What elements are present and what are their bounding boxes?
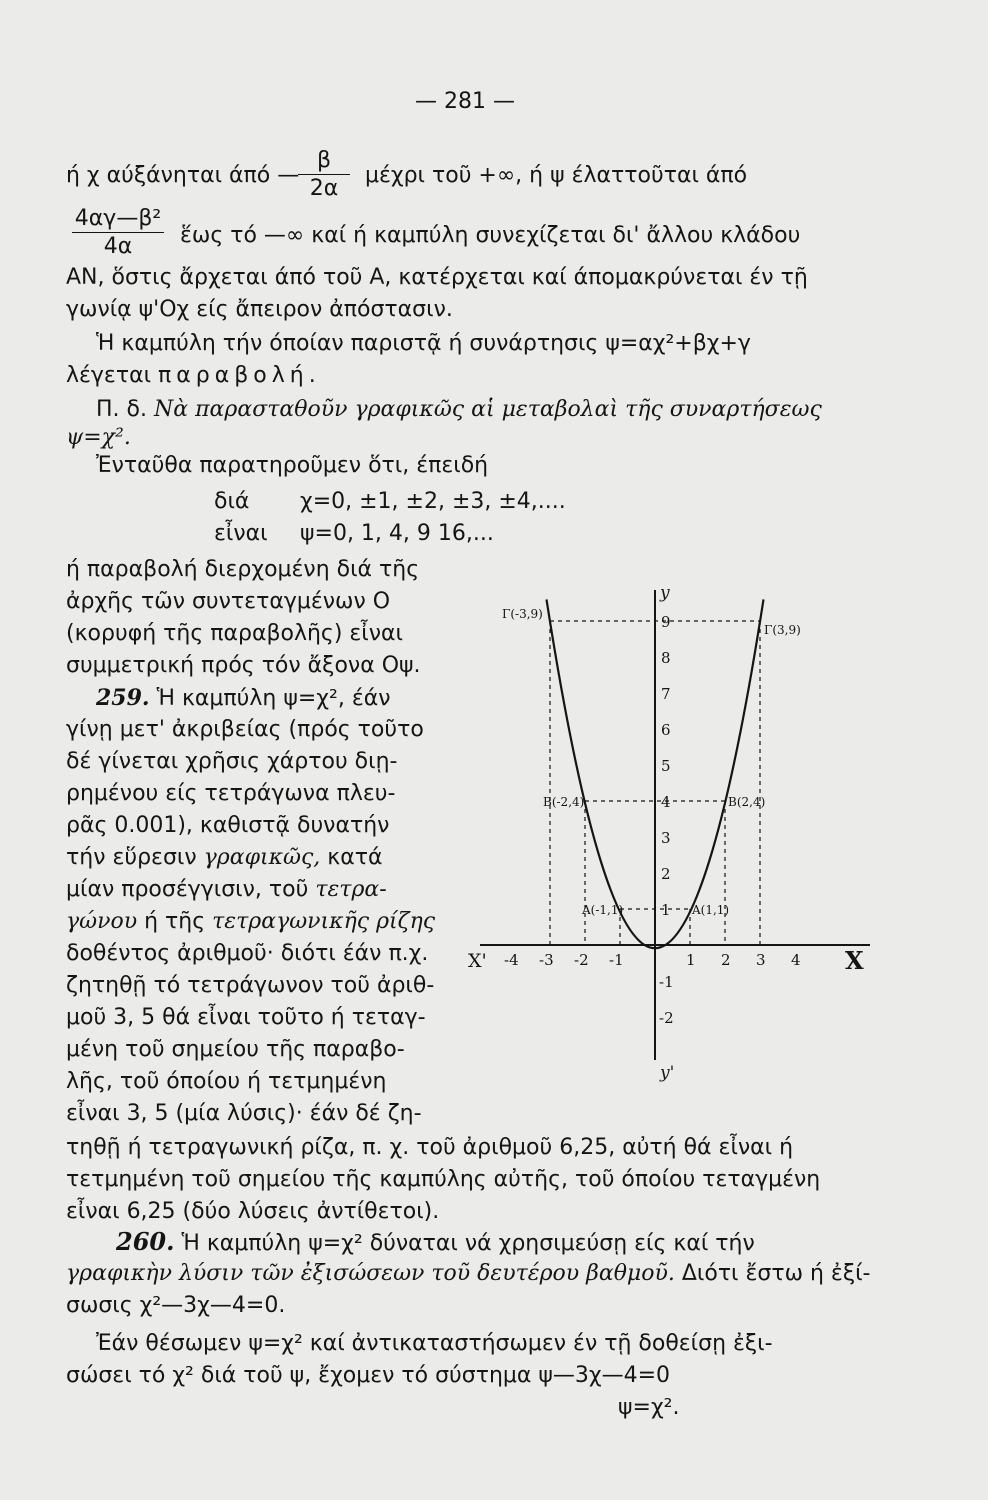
- point-label-a-left: Α(-1,1): [582, 903, 624, 917]
- italic-span: γραφικῶς,: [203, 845, 321, 870]
- text-line-28: λῆς, τοῦ όποίου ή τετμημένη: [66, 1069, 387, 1094]
- text-span: Ἡ καμπύλη ψ=χ² δύναται νά χρησιμεύσῃ είς καί τήν: [181, 1231, 755, 1256]
- fraction-denominator: 2α: [298, 174, 350, 203]
- text-line-23: [66, 908, 435, 936]
- text-line-7: [96, 396, 822, 424]
- text-line-13: ἀρχῆς τῶν συντεταγμένων Ο: [66, 589, 391, 614]
- section-number-260: 260.: [116, 1227, 175, 1256]
- text-line-26: μοῦ 3, 5 θά εἶναι τοῦτο ή τεταγ-: [66, 1005, 426, 1030]
- italic-span: γώνου: [66, 909, 138, 934]
- text-span: μίαν προσέγγισιν, τοῦ: [66, 877, 309, 902]
- text-span: κατά: [327, 845, 383, 870]
- y-tick-2: 2: [661, 865, 671, 883]
- text-line-30: τηθῇ ή τετραγωνική ρίζα, π. χ. τοῦ ἀριθμοῦ 6,25, αὐτή θά εἶναι ή: [66, 1135, 794, 1160]
- point-label-b-right: Β(2,4): [728, 795, 766, 809]
- text-line-1b: μέχρι τοῦ +∞, ή ψ έλαττοῦται άπό: [365, 163, 748, 188]
- text-span: ή τῆς: [144, 909, 206, 934]
- x-tick-4: 4: [791, 951, 801, 969]
- text-line-37: σώσει τό χ² διά τοῦ ψ, ἔχομεν τό σύστημα ψ—3χ—4=0: [66, 1363, 671, 1388]
- text-line-5: Ἡ καμπύλη τήν όποίαν παριστᾷ ή συνάρτησις ψ=αχ²+βχ+γ: [96, 331, 751, 356]
- text-line-2: ἕως τό —∞ καί ή καμπύλη συνεχίζεται δι' ἄλλου κλάδου: [180, 223, 801, 248]
- table-label-dia: διά: [214, 489, 250, 514]
- fraction-numerator: β: [316, 148, 332, 173]
- axis-label-x-prime: X': [468, 950, 487, 972]
- x-tick-3: 3: [756, 951, 766, 969]
- y-tick-neg2: -2: [659, 1009, 674, 1027]
- text-span: Ἡ καμπύλη ψ=χ², έάν: [156, 686, 391, 711]
- y-tick-9: 9: [661, 613, 671, 631]
- x-tick-neg4: -4: [504, 951, 519, 969]
- text-line-18: δέ γίνεται χρῆσις χάρτου διῃ-: [66, 749, 398, 774]
- y-tick-6: 6: [661, 721, 671, 739]
- y-tick-7: 7: [661, 685, 671, 703]
- text-line-16: [96, 684, 391, 713]
- text-line-27: μένη τοῦ σημείου τῆς παραβο-: [66, 1037, 405, 1062]
- point-label-g-left: Γ(-3,9): [502, 607, 543, 621]
- text-line-9: Ἐνταῦθα παρατηροῦμεν ὅτι, έπειδή: [96, 453, 489, 478]
- fraction-4ag-minus-b2-over-4a: [72, 206, 164, 261]
- point-labels: [502, 607, 801, 917]
- y-tick-5: 5: [661, 757, 671, 775]
- page-number: — 281 —: [415, 89, 515, 114]
- section-number-259: 259.: [96, 685, 150, 711]
- text-line-21: [66, 844, 383, 872]
- italic-span: γραφικὴν λύσιν τῶν ἐξισώσεων τοῦ δευτέρου βαθμοῦ.: [66, 1261, 675, 1286]
- point-label-a-right: Α(1,1): [692, 903, 730, 917]
- text-span: τήν εὕρεσιν: [66, 845, 197, 870]
- y-tick-1: 1: [661, 901, 671, 919]
- text-line-15: συμμετρική πρός τόν ἄξονα Οψ.: [66, 653, 421, 678]
- text-line-4: γωνίᾳ ψ'Οχ είς ἄπειρον ἀπόστασιν.: [66, 297, 453, 322]
- table-y-values: ψ=0, 1, 4, 9 16,...: [300, 521, 494, 546]
- y-tick-8: 8: [661, 649, 671, 667]
- point-label-g-right: Γ(3,9): [764, 623, 801, 637]
- fraction-numerator: 4αγ—β²: [74, 206, 162, 231]
- text-line-3: ΑΝ, ὅστις ἄρχεται άπό τοῦ Α, κατέρχεται καί άπομακρύνεται έν τῇ: [66, 265, 808, 290]
- text-line-22: [66, 876, 387, 904]
- text-line-33: [116, 1228, 755, 1258]
- axis-label-x: X: [845, 946, 864, 975]
- text-line-24: δοθέντος ἀριθμοῦ· διότι έάν π.χ.: [66, 941, 429, 966]
- text-span: λέγεται: [66, 363, 152, 388]
- y-tick-4: 4: [661, 793, 671, 811]
- text-line-34: [66, 1260, 870, 1288]
- text-span: Διότι ἔστω ή ἐξί-: [681, 1261, 871, 1286]
- text-line-29: εἶναι 3, 5 (μία λύσις)· έάν δέ ζη-: [66, 1101, 422, 1126]
- text-line-17: γίνῃ μετ' ἀκριβείας (πρός τοῦτο: [66, 717, 424, 742]
- text-line-8: ψ=χ².: [66, 425, 131, 450]
- x-tick-neg3: -3: [539, 951, 554, 969]
- axis-label-y-prime: y': [660, 1063, 675, 1083]
- table-label-einai: εἶναι: [214, 521, 268, 546]
- parabola-figure: [460, 570, 880, 1110]
- text-line-12: ή παραβολή διερχομένη διά τῆς: [66, 557, 420, 582]
- y-tick-neg1: -1: [659, 973, 674, 991]
- text-line-38: ψ=χ².: [618, 1395, 680, 1420]
- x-tick-1: 1: [686, 951, 696, 969]
- text-line-31: τετμημένη τοῦ σημείου τῆς καμπύλης αὐτῆς, τοῦ όποίου τεταγμένη: [66, 1167, 821, 1192]
- fraction-beta-over-2alpha: [298, 148, 350, 203]
- axis-label-y: y: [660, 583, 670, 603]
- spaced-word-parabola: παραβολή.: [158, 363, 321, 388]
- text-line-6: [66, 362, 321, 390]
- text-line-14: (κορυφή τῆς παραβολῆς) εἶναι: [66, 621, 403, 646]
- table-x-values: χ=0, ±1, ±2, ±3, ±4,....: [300, 489, 566, 514]
- y-tick-3: 3: [661, 829, 671, 847]
- fraction-denominator: 4α: [72, 232, 164, 261]
- text-line-36: Ἐάν θέσωμεν ψ=χ² καί ἀντικαταστήσωμεν έν τῇ δοθείσῃ ἐξι-: [96, 1331, 773, 1356]
- x-tick-neg2: -2: [574, 951, 589, 969]
- italic-span: τετρα-: [315, 877, 387, 902]
- text-line-25: ζητηθῇ τό τετράγωνον τοῦ ἀριθ-: [66, 973, 435, 998]
- x-tick-labels: [504, 951, 801, 969]
- point-label-b-left: Β(-2,4): [543, 795, 585, 809]
- text-line-32: εἶναι 6,25 (δύο λύσεις ἀντίθετοι).: [66, 1199, 440, 1224]
- text-line-35: σωσις χ²—3χ—4=0.: [66, 1293, 286, 1318]
- italic-problem-statement: Νὰ παρασταθοῦν γραφικῶς αἱ μεταβολαὶ τῆς συναρτήσεως: [153, 397, 822, 422]
- x-tick-neg1: -1: [609, 951, 624, 969]
- x-tick-2: 2: [721, 951, 731, 969]
- text-span: Π. δ.: [96, 397, 147, 422]
- text-line-20: ρᾶς 0.001), καθιστᾷ δυνατήν: [66, 813, 390, 838]
- italic-span: τετραγωνικῆς ρίζης: [212, 909, 436, 934]
- y-tick-labels: [659, 613, 674, 1027]
- text-line-19: ρημένου είς τετράγωνα πλευ-: [66, 781, 396, 806]
- text-line-1a: ή χ αύξάνηται άπό —: [66, 163, 300, 188]
